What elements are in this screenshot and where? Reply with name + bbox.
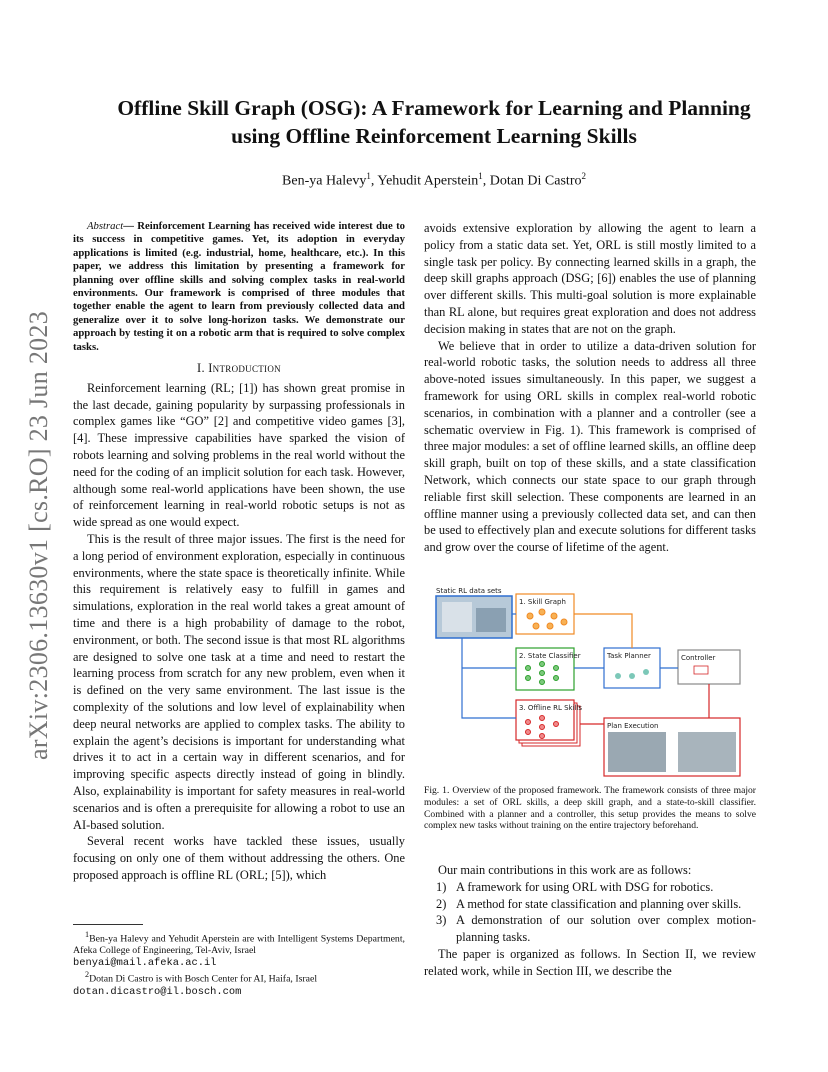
skill-graph-label: 1. Skill Graph: [519, 598, 566, 606]
figure-1: [432, 584, 752, 784]
left-column: [73, 220, 405, 884]
state-classifier-label: 2. State Classifier: [519, 652, 581, 660]
paper-title: [60, 94, 808, 150]
right-column: [424, 220, 756, 556]
plan-execution-label: Plan Execution: [607, 722, 659, 730]
contributions-list: [424, 879, 756, 946]
author-3-affil: 2: [581, 171, 586, 181]
author-2-affil: 1: [478, 171, 483, 181]
footnote-rule: [73, 924, 143, 925]
offline-rl-skills-label: 3. Offline RL Skills: [519, 704, 583, 712]
static-data-label: Static RL data sets: [436, 587, 502, 595]
abstract-label: Abstract: [87, 220, 124, 232]
paragraph: We believe that in order to utilize a data-driven solution for real-world robotic tasks, the solution needs to address all three above-noted issues simultaneously. In this paper, we suggest a framework for using ORL skills in complex real-world robotic scenarios, in combination with a planner and a controller (see a schematic overview in Fig. 1). This framework is comprised of three major modules: a set of offline learned skills, an offline deep skill graph, built on top of these skills, and a state classification Network, which connects our state space to our graph through reliable first skill selection. These components are learned in an offline manner using a previously collected data set, and can then be used to effectively plan and execute solutions for different tasks and grow over the course of lifetime of the agent.: [424, 338, 756, 555]
author-1: Ben-ya Halevy: [282, 173, 367, 189]
robot-scene-image: [476, 608, 506, 632]
footnote-2: $^2$Dotan Di Castro is with Bosch Center for AI, Haifa, Israel dotan.dicastro@il.bosch.com: [73, 970, 318, 998]
author-2: Yehudit Aperstein: [377, 173, 479, 189]
author-1-affil: 1: [366, 171, 371, 181]
arxiv-stamp: arXiv:2306.13630v1 [cs.RO] 23 Jun 2023: [24, 310, 53, 760]
planner-node: [615, 673, 621, 679]
execution-frame-1: [608, 732, 666, 772]
abstract: [73, 220, 405, 354]
section-heading: I. Introduction: [197, 361, 281, 376]
author-3: Dotan Di Castro: [489, 173, 582, 189]
list-item: 3) A demonstration of our solution over complex motion-planning tasks.: [436, 913, 756, 945]
closing-paragraph: The paper is organized as follows. In Section II, we review related work, while in Section III, we describe the: [424, 946, 756, 978]
planner-node: [629, 673, 635, 679]
authors: Ben-ya Halevy$^1$, Yehudit Aperstein$^1$, Dotan Di Castro$^2$: [282, 171, 586, 189]
task-planner-label: Task Planner: [607, 652, 651, 660]
title-line-2: using Offline Reinforcement Learning Skills: [231, 124, 637, 148]
list-item: 2) A method for state classification and planning over skills.: [436, 896, 742, 911]
robot-arm-image: [442, 602, 472, 632]
contributions: [424, 862, 756, 980]
paragraph: Reinforcement learning (RL; [1]) has shown great promise in the last decade, gaining popularity by surpassing professionals in complex games like “GO” [2] and competitive video games [3], [4]. These impressive capabilities have sparked the vision of robots learning and solving problems in the real world without the need for the coding of an implicit solution for each task. However, although some real-world applications have been shown, the use of reinforcement learning in real-world robotic setups is not as wide spread as one would expect.: [73, 380, 405, 530]
execution-frame-2: [678, 732, 736, 772]
email-2[interactable]: dotan.dicastro@il.bosch.com: [73, 985, 242, 998]
title-line-1: Offline Skill Graph (OSG): A Framework for Learning and Planning: [117, 96, 751, 120]
email-1[interactable]: benyai@mail.afeka.ac.il: [73, 957, 217, 970]
controller-label: Controller: [681, 654, 716, 662]
skill-graph-arrow: [574, 614, 632, 648]
footnote-1: $^1$Ben-ya Halevy and Yehudit Aperstein are with Intelligent Systems Department, Afeka College of Engineering, Tel-Aviv, Israel benyai@mail.afeka.ac.il: [73, 930, 405, 970]
figure-caption: Fig. 1. Overview of the proposed framework. The framework consists of three major modules: a set of ORL skills, a deep skill graph, and a state-to-skill classifier. Combined with a planner and a controller, this setup provides the means to solve complex new tasks without training on the entire trajectory beforehand.: [424, 785, 756, 832]
list-item: 1) A framework for using ORL with DSG for robotics.: [436, 879, 714, 894]
abstract-text: — Reinforcement Learning has received wide interest due to its success in competitive games. Yet, its adoption in everyday applications is limited (e.g. industrial, home, healthcare, etc.). In this paper, we address this limitation by presenting a framework for planning over offline skills and solving complex tasks in real-world environments. Our framework is comprised of three modules that together enable the agent to learn from previously collected data and generalize over it to solve long-horizon tasks. We demonstrate our approach by testing it on a robotic arm that is required to solve complex tasks.: [73, 220, 405, 353]
planner-node: [643, 669, 649, 675]
footnotes: [73, 924, 405, 998]
paragraph: avoids extensive exploration by allowing the agent to learn a policy from a static data set. Yet, ORL is still mostly limited to a single task per policy. By connecting learned skills in a graph, the deep skill graphs approach (DSG; [6]) enables the use of planning over different skills. This multi-goal solution is more explainable than RL alone, but requires great exploration and does not address decision making in states that are not on the graph.: [424, 221, 756, 336]
paragraph: This is the result of three major issues. The first is the need for a long period of environment exploration, especially in continuous environments, where the state space is theoretically infinite. While this requirement is relatively easy to fulfill in games and simulations, exploration in the real world takes a great amount of time and there is a high probability of damage to the robot, environment, or both. The second issue is that most RL algorithms are designed to solve one task at a time and need to restart the learning process from scratch for any new problem, even when it is defined on the very same environment. The last issue is the complexity of the solutions and low level of explainability when deep neural networks are applied to complex tasks. The ability to explain the agent’s decisions is important for understanding what drives it to act in a certain way in different scenarios, and for improving specific aspects directly instead of going in blindly. Also, explainability is important for safety measures in real-world scenarios and is often a prerequisite for allowing a robot to use an AI-based solution.: [73, 532, 405, 832]
paragraph: Several recent works have tackled these issues, usually focusing on only one of them without addressing the others. One proposed approach is offline RL (ORL; [5]), which: [73, 834, 405, 882]
contrib-intro: Our main contributions in this work are as follows:: [438, 863, 692, 877]
